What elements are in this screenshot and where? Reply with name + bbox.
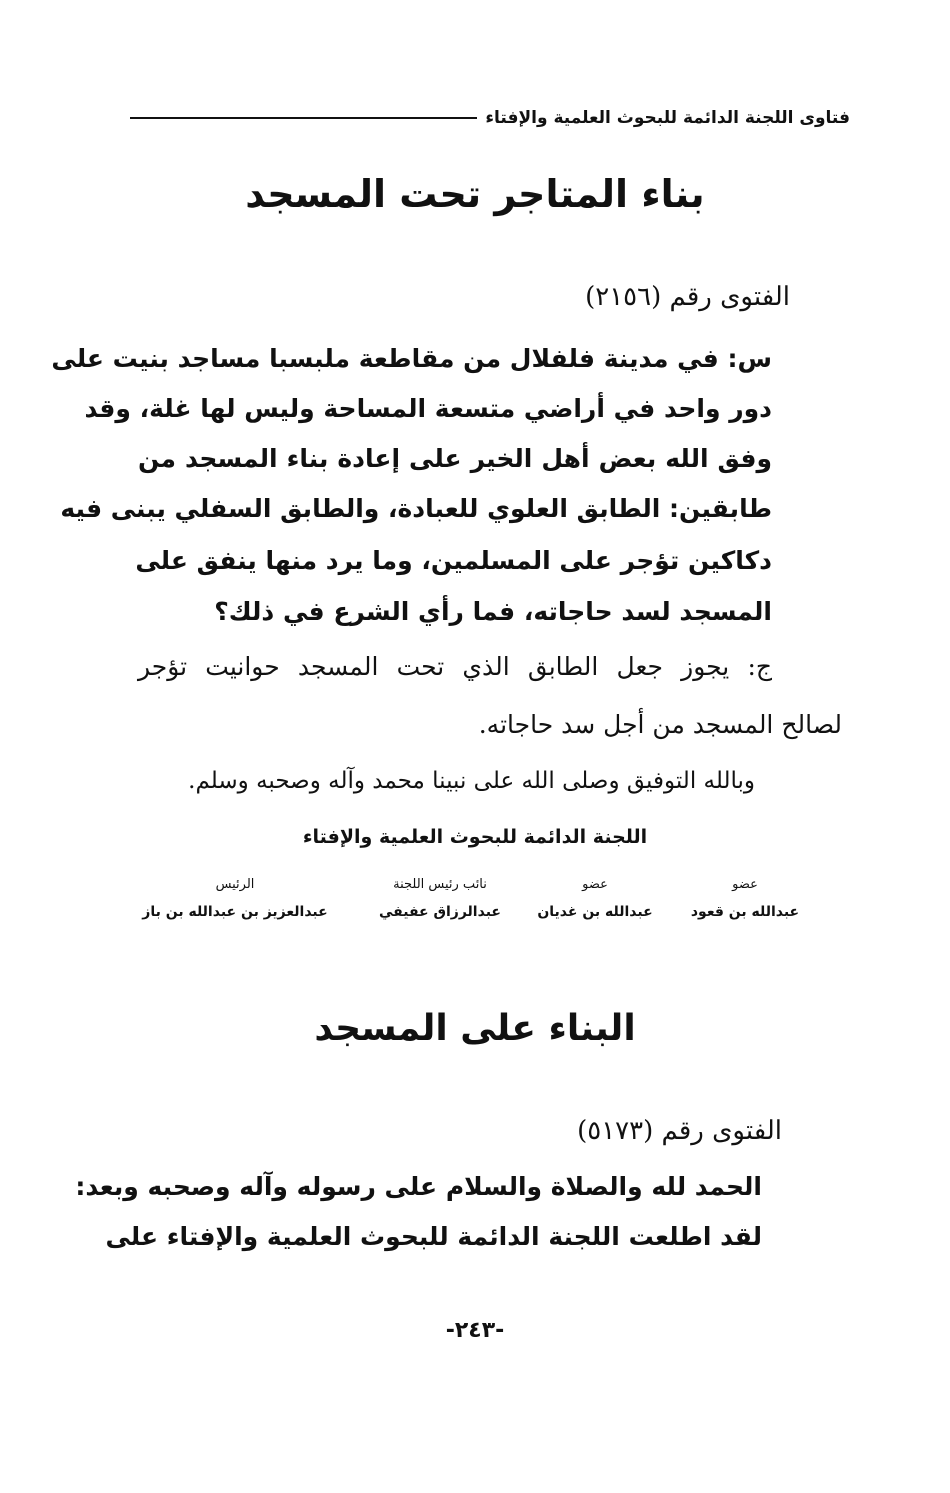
body-line: الحمد لله والصلاة والسلام على رسوله وآله وصحبه وبعد: <box>75 1172 762 1201</box>
question-line: دور واحد في أراضي متسعة المساحة وليس لها غلة، وقد <box>84 394 772 423</box>
signatory-name: عبدالرزاق عفيفي <box>379 904 501 920</box>
signatory <box>690 874 800 920</box>
body-line: لقد اطلعت اللجنة الدائمة للبحوث العلمية والإفتاء على <box>105 1222 762 1251</box>
question-line: المسجد لسد حاجاته، فما رأي الشرع في ذلك؟ <box>214 597 772 626</box>
question-line: دكاكين تؤجر على المسلمين، وما يرد منها ينفق على <box>135 546 772 575</box>
page-number: -٢٤٣- <box>445 1318 505 1343</box>
question-line: س: في مدينة فلفلال من مقاطعة ملبسبا مساجد بنيت على <box>51 344 772 373</box>
running-header-text: فتاوى اللجنة الدائمة للبحوث العلمية والإفتاء <box>485 108 850 128</box>
committee-title: اللجنة الدائمة للبحوث العلمية والإفتاء <box>302 826 648 848</box>
signatory-name: عبدالله بن غديان <box>537 904 653 920</box>
question-line: طابقين: الطابق العلوي للعبادة، والطابق السفلي يبنى فيه <box>60 494 772 523</box>
fatwa-number: الفتوى رقم (٢١٥٦) <box>585 282 790 312</box>
signatory-role: نائب رئيس اللجنة <box>393 877 487 892</box>
signatory-name: عبدالله بن قعود <box>690 904 800 920</box>
signatory <box>140 874 330 920</box>
header-rule <box>130 117 477 119</box>
answer-line: ج: يجوز جعل الطابق الذي تحت المسجد حوانيت تؤجر <box>138 652 772 681</box>
fatwa-number: الفتوى رقم (٥١٧٣) <box>577 1116 782 1146</box>
section-title: البناء على المسجد <box>314 1008 636 1049</box>
signatory <box>375 874 505 920</box>
answer-line: لصالح المسجد من أجل سد حاجاته. <box>478 710 842 739</box>
signatory-role: الرئيس <box>215 877 255 892</box>
signatory-role: عضو <box>582 877 608 892</box>
signatory-role: عضو <box>732 877 758 892</box>
running-header <box>130 98 850 138</box>
signatory-name: عبدالعزيز بن عبدالله بن باز <box>142 904 328 920</box>
signatory <box>530 874 660 920</box>
closing-line: وبالله التوفيق وصلى الله على نبينا محمد وآله وصحبه وسلم. <box>188 768 755 794</box>
section-title: بناء المتاجر تحت المسجد <box>245 172 705 216</box>
question-line: وفق الله بعض أهل الخير على إعادة بناء المسجد من <box>138 444 772 473</box>
